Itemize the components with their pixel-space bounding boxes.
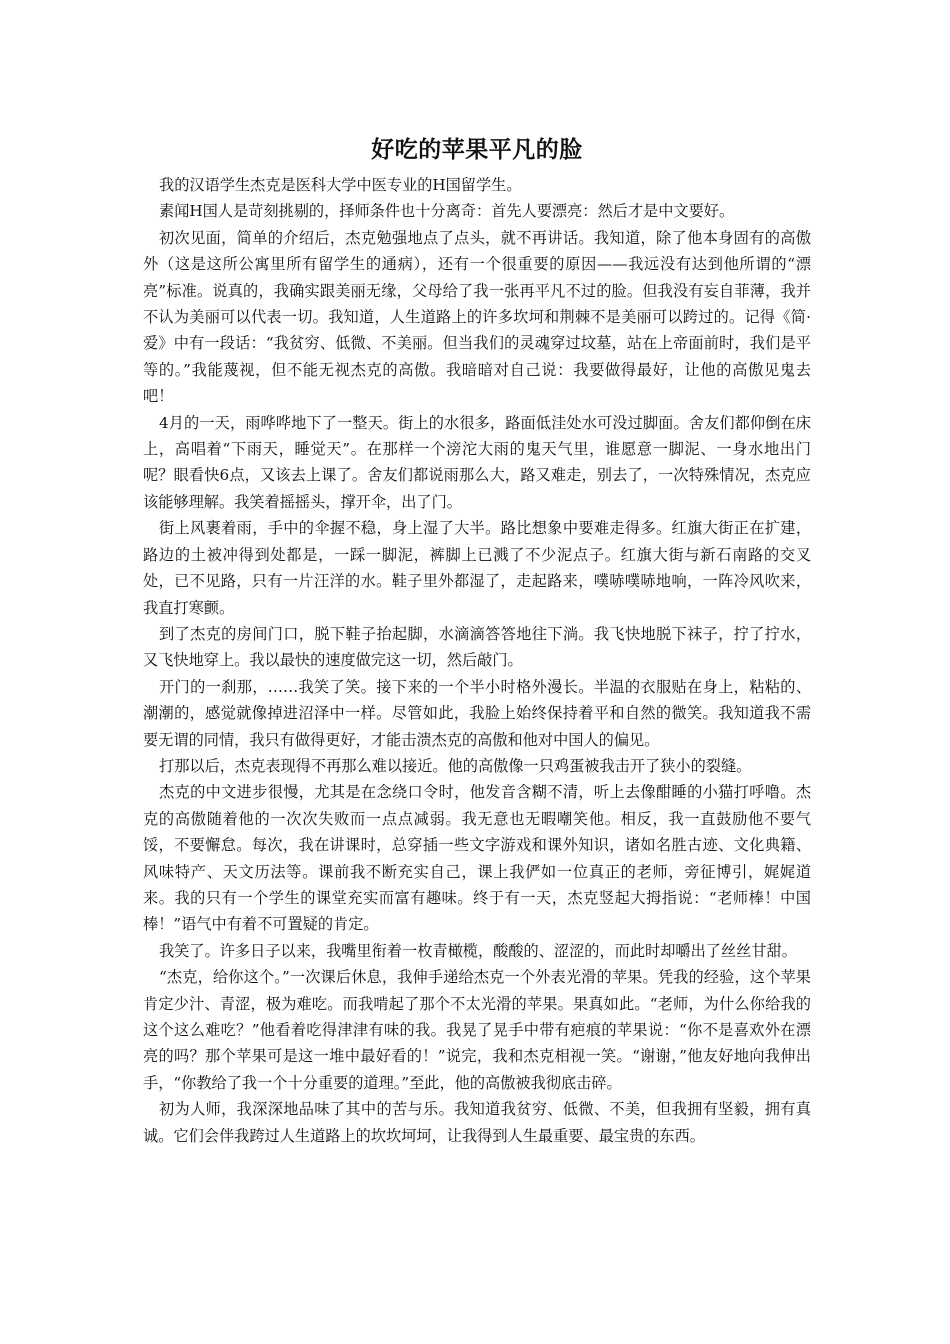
document-page [143, 132, 811, 1149]
paragraph: “杰克，给你这个。”一次课后休息，我伸手递给杰克一个外表光滑的苹果。凭我的经验，这个苹果肯定少汁、青涩，极为难吃。而我啃起了那个不太光滑的苹果。果真如此。“老师，为什么你给我的这个这么难吃？”他看着吃得津津有味的我。我晃了晃手中带有疤痕的苹果说：“你不是喜欢外在漂亮的吗？那个苹果可是这一堆中最好看的！”说完，我和杰克相视一笑。“谢谢，”他友好地向我伸出手，“你教给了我一个十分重要的道理。”至此，他的高傲被我彻底击碎。 [143, 968, 811, 1092]
paragraph: 4月的一天，雨哗哗地下了一整天。街上的水很多，路面低洼处水可没过脚面。舍友们都仰倒在床上，高唱着“下雨天，睡觉天”。在那样一个滂沱大雨的鬼天气里，谁愿意一脚泥、一身水地出门呢？眼看快6点，又该去上课了。舍友们都说雨那么大，路又难走，别去了，一次特殊情况，杰克应该能够理解。我笑着摇摇头，撑开伞，出了门。 [143, 413, 811, 511]
paragraph: 打那以后，杰克表现得不再那么难以接近。他的高傲像一只鸡蛋被我击开了狭小的裂缝。 [159, 756, 752, 775]
paragraph: 到了杰克的房间门口，脱下鞋子抬起脚，水滴滴答答地往下淌。我飞快地脱下袜子，拧了拧水，又飞快地穿上。我以最快的速度做完这一切，然后敲门。 [143, 624, 811, 670]
document-title: 好吃的苹果平凡的脸 [371, 136, 583, 163]
paragraph: 我的汉语学生杰克是医科大学中医专业的H国留学生。 [159, 176, 522, 194]
paragraph: 初次见面，简单的介绍后，杰克勉强地点了点头，就不再讲话。我知道，除了他本身固有的高傲外（这是这所公寓里所有留学生的通病），还有一个很重要的原因——我远没有达到他所谓的“漂亮”标准。说真的，我确实跟美丽无缘，父母给了我一张再平凡不过的脸。但我没有妄自菲薄，我并不认为美丽可以代表一切。我知道，人生道路上的许多坎坷和荆棘不是美丽可以跨过的。记得《简·爱》中有一段话：“我贫穷、低微、不美丽。但当我们的灵魂穿过坟墓，站在上帝面前时，我们是平等的。”我能蔑视，但不能无视杰克的高傲。我暗暗对自己说：我要做得最好，让他的高傲见鬼去吧！ [143, 228, 811, 406]
paragraph: 素闻H国人是苛刻挑剔的，择师条件也十分离奇：首先人要漂亮：然后才是中文要好。 [159, 202, 735, 221]
paragraph: 杰克的中文进步很慢，尤其是在念绕口令时，他发音含糊不清，听上去像酣睡的小猫打呼噜。杰克的高傲随着他的一次次失败而一点点减弱。我无意也无暇嘲笑他。相反，我一直鼓励他不要气馁，不要懈怠。每次，我在讲课时，总穿插一些文字游戏和课外知识，诸如名胜古迹、文化典籍、风味特产、天文历法等。课前我不断充实自己，课上我俨如一位真正的老师，旁征博引，娓娓道来。我的只有一个学生的课堂充实而富有趣味。终于有一天，杰克竖起大拇指说：“老师棒！中国棒！”语气中有着不可置疑的肯定。 [143, 783, 811, 934]
paragraph: 我笑了。许多日子以来，我嘴里衔着一枚青橄榄，酸酸的、涩涩的，而此时却嚼出了丝丝甘甜。 [159, 941, 797, 960]
paragraph: 初为人师，我深深地品味了其中的苦与乐。我知道我贫穷、低微、不美，但我拥有坚毅，拥有真诚。它们会伴我跨过人生道路上的坎坎坷坷，让我得到人生最重要、最宝贵的东西。 [143, 1100, 811, 1145]
document-body [143, 172, 811, 1149]
paragraph: 街上风裹着雨，手中的伞握不稳，身上湿了大半。路比想象中要难走得多。红旗大街正在扩建，路边的土被冲得到处都是，一踩一脚泥，裤脚上已溅了不少泥点子。红旗大街与新石南路的交叉处，已不见路，只有一片汪洋的水。鞋子里外都湿了，走起路来，噗哧噗哧地响，一阵冷风吹来，我直打寒颤。 [143, 519, 811, 617]
paragraph: 开门的一刹那，……我笑了笑。接下来的一个半小时格外漫长。半温的衣服贴在身上，粘粘的、潮潮的，感觉就像掉进沼泽中一样。尽管如此，我脸上始终保持着平和自然的微笑。我知道我不需要无谓的同情，我只有做得更好，才能击溃杰克的高傲和他对中国人的偏见。 [143, 677, 811, 749]
